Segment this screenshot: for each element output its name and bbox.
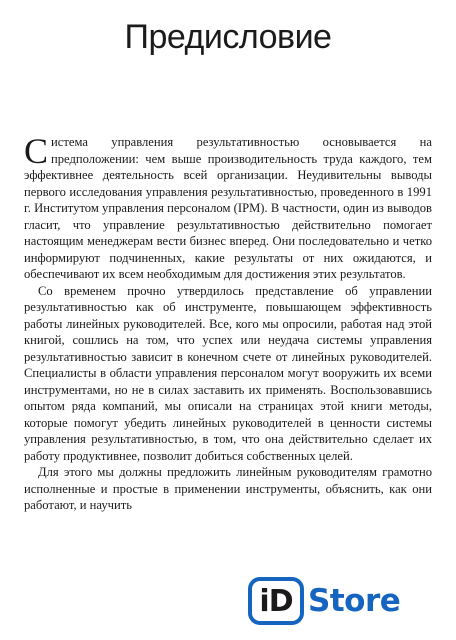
page-title: Предисловие: [124, 18, 332, 56]
idstore-logo: [248, 574, 448, 628]
logo-id-box: iD: [248, 577, 304, 625]
paragraph-1-text: истема управления результативностью основывается на предположении: чем выше производительность труда каждого, тем эффективнее деятельность всей организации. Неудивительны выводы первого исследования управления результативностью, проведенного в 1991 г. Институтом управления персоналом (IPM). В частности, один из выводов гласит, что управление результативностью действительно помогает настоящим менеджерам вести бизнес вперед. Они последовательно и четко информируют подчиненных, какие результаты от них ожидаются, и обеспечивают их всем необходимым для достижения этих результатов.: [24, 135, 432, 281]
preface-text: [24, 131, 432, 514]
logo-store-word: Store: [308, 583, 401, 619]
paragraph-1: [24, 131, 432, 283]
paragraph-2: Со временем прочно утвердилось представление об управлении результативностью как об инструменте, повышающем эффективность работы линейных руководителей. Все, кого мы опросили, работая над этой книгой, сошлись на том, что успех или неудача системы управления результативностью зависит в конечном счете от линейных руководителей. Специалисты в области управления персоналом могут вооружить их всеми инструментами, но не в силах заставить их применять. Воспользовавшись опытом ряда компаний, мы описали на страницах этой книги методы, которые помогут убедить линейных руководителей в ценности системы управления результативностью, в том, что она действительно сделает их работу продуктивнее, позволит добиться собственных целей.: [24, 283, 432, 463]
paragraph-3: Для этого мы должны предложить линейным руководителям грамотно исполненные и простые в применении инструменты, объяснить, как они работают, и научить: [24, 465, 432, 512]
drop-cap: С: [24, 131, 49, 171]
